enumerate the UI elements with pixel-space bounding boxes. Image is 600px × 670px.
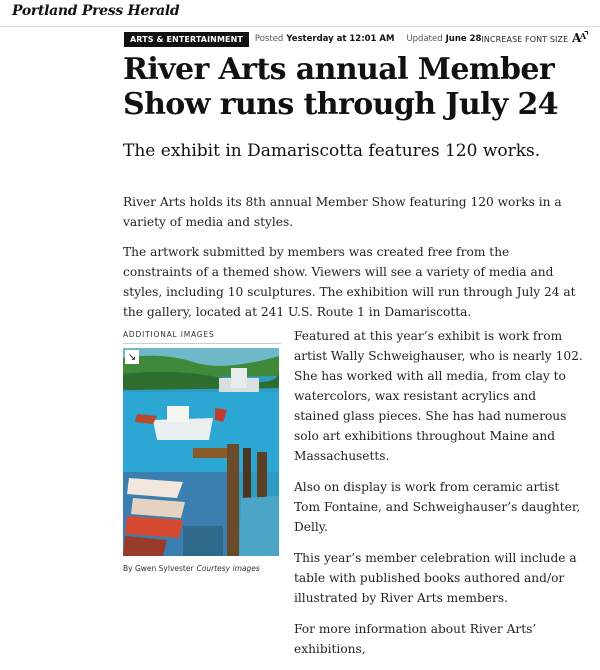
article-body-column bbox=[294, 326, 584, 670]
svg-text:A: A bbox=[580, 31, 587, 41]
painting-illustration bbox=[123, 348, 279, 556]
article-headline: River Arts annual Member Show runs through July 24 bbox=[123, 52, 559, 122]
additional-images-label: ADDITIONAL IMAGES bbox=[123, 330, 281, 344]
image-caption bbox=[123, 564, 281, 573]
article-paragraph: Also on display is work from ceramic artist Tom Fontaine, and Schweighauser’s daughter, Delly. bbox=[294, 480, 581, 534]
site-logo[interactable]: Portland Press Herald bbox=[12, 3, 180, 19]
article-paragraph: This year’s member celebration will include a table with published books authored and/or illustrated by River Arts members. bbox=[294, 551, 577, 605]
posted-time: Yesterday at 12:01 AM bbox=[286, 34, 395, 44]
photo-credit-source: Courtesy images bbox=[196, 564, 260, 573]
additional-images-module bbox=[123, 330, 281, 573]
increase-font-size-button[interactable] bbox=[481, 31, 588, 47]
article-meta bbox=[124, 30, 587, 48]
article-paragraph: For more information about River Arts’ exhibitions, bbox=[294, 622, 537, 656]
svg-text:A: A bbox=[572, 31, 582, 44]
updated-label: Updated bbox=[406, 34, 443, 44]
increase-font-label: INCREASE FONT SIZE bbox=[481, 34, 569, 44]
photo-credit-name: By Gwen Sylvester bbox=[123, 564, 194, 573]
increase-font-icon bbox=[572, 31, 588, 47]
article-paragraph: The artwork submitted by members was created free from the constraints of a themed show. Viewers will see a variety of media and styles, including 10 sculptures. The exhibition will run through July 24 at the gallery, located at 241 U.S. Route 1 in Damariscotta. bbox=[123, 245, 576, 319]
updated-date: June 28 bbox=[445, 34, 482, 44]
site-header bbox=[0, 0, 600, 27]
article-paragraph: Featured at this year’s exhibit is work from artist Wally Schweighauser, who is nearly 102. She has worked with all media, from clay to watercolors, wax resistant acrylics and stained glass pieces. She has had numerous solo art exhibitions throughout Maine and Massachusetts. bbox=[294, 329, 583, 463]
posted-label: Posted bbox=[254, 34, 284, 44]
artwork-image[interactable] bbox=[123, 348, 279, 556]
article-paragraph: River Arts holds its 8th annual Member Show featuring 120 works in a variety of media and styles. bbox=[123, 195, 562, 229]
expand-arrow-icon[interactable]: ↘ bbox=[125, 350, 139, 364]
section-tag[interactable]: ARTS & ENTERTAINMENT bbox=[124, 32, 249, 47]
article-subhead: The exhibit in Damariscotta features 120 works. bbox=[123, 141, 541, 161]
